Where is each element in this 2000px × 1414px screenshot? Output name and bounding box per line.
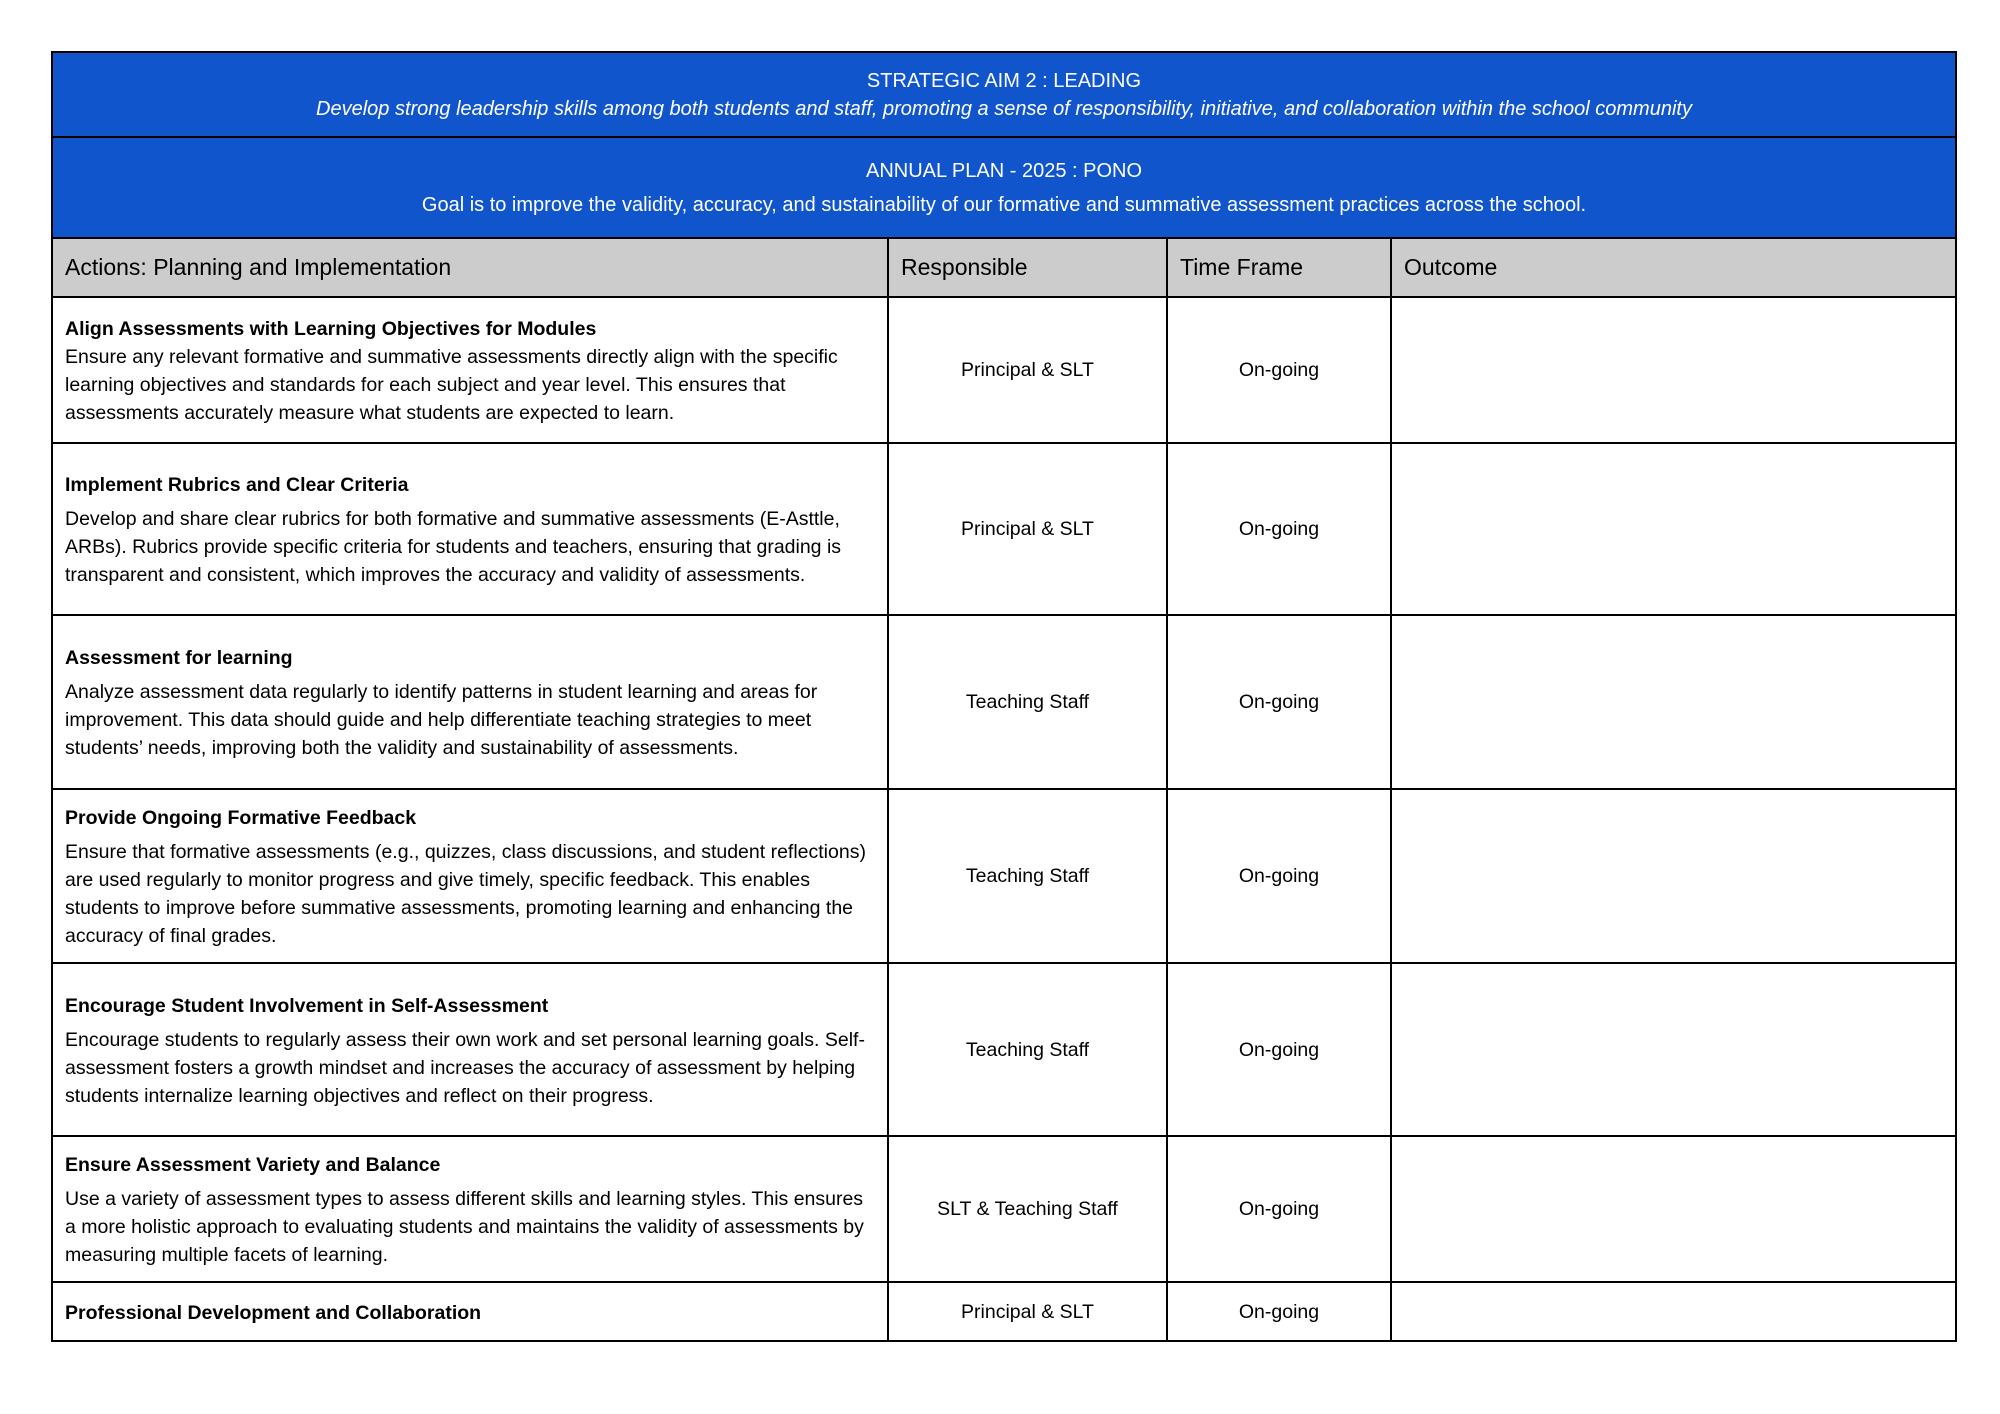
time-frame-cell: On-going	[1167, 443, 1391, 615]
action-cell	[52, 297, 888, 443]
action-title: Align Assessments with Learning Objectives for Modules	[65, 318, 597, 340]
table-row	[52, 1282, 1956, 1341]
time-frame-cell: On-going	[1167, 1282, 1391, 1341]
time-frame-cell: On-going	[1167, 963, 1391, 1136]
time-frame-cell: On-going	[1167, 615, 1391, 789]
responsible-cell: SLT & Teaching Staff	[888, 1136, 1167, 1282]
action-description: Ensure that formative assessments (e.g., quizzes, class discussions, and student reflections) are used regularly to monitor progress and give timely, specific feedback. This enables students to improve before summative assessments, promoting learning and enhancing the accuracy of final grades.	[65, 841, 866, 947]
annual-plan-goal: Goal is to improve the validity, accuracy, and sustainability of our formative and summative assessment practices across the school.	[421, 193, 1587, 216]
outcome-cell	[1391, 615, 1956, 789]
column-header-time-frame: Time Frame	[1167, 238, 1391, 297]
annual-plan-cell	[52, 137, 1956, 238]
responsible-cell: Teaching Staff	[888, 963, 1167, 1136]
annual-plan-banner	[52, 137, 1956, 238]
action-description: Use a variety of assessment types to assess different skills and learning styles. This ensures a more holistic approach to evaluating students and maintains the validity of assessments by measuring multiple facets of learning.	[65, 1188, 864, 1266]
action-title: Ensure Assessment Variety and Balance	[65, 1154, 441, 1176]
annual-plan-title: ANNUAL PLAN - 2025 : PONO	[865, 159, 1143, 182]
outcome-cell	[1391, 789, 1956, 963]
table-row	[52, 297, 1956, 443]
action-description: Analyze assessment data regularly to identify patterns in student learning and areas for improvement. This data should guide and help differentiate teaching strategies to meet students’ needs, improving both the validity and sustainability of assessments.	[65, 681, 818, 759]
action-cell	[52, 963, 888, 1136]
table-row	[52, 963, 1956, 1136]
table-row	[52, 789, 1956, 963]
strategic-aim-cell	[52, 52, 1956, 137]
table-row	[52, 1136, 1956, 1282]
action-title: Encourage Student Involvement in Self-Assessment	[65, 994, 549, 1017]
action-cell	[52, 1136, 888, 1282]
outcome-cell	[1391, 1282, 1956, 1341]
time-frame-cell: On-going	[1167, 789, 1391, 963]
column-header-responsible: Responsible	[888, 238, 1167, 297]
action-description: Develop and share clear rubrics for both formative and summative assessments (E-Asttle, ARBs). Rubrics provide specific criteria for students and teachers, ensuring that grading is transparent and consistent, which improves the accuracy and validity of assessments.	[65, 508, 842, 586]
action-title: Implement Rubrics and Clear Criteria	[65, 474, 409, 496]
action-cell	[52, 615, 888, 789]
action-title: Professional Development and Collaboration	[65, 1301, 482, 1324]
annual-plan-table	[51, 51, 1957, 1342]
action-cell	[52, 443, 888, 615]
responsible-cell: Principal & SLT	[888, 443, 1167, 615]
annual-plan-document	[51, 51, 1955, 1342]
outcome-cell	[1391, 297, 1956, 443]
action-title: Provide Ongoing Formative Feedback	[65, 807, 417, 829]
time-frame-cell: On-going	[1167, 1136, 1391, 1282]
responsible-cell: Principal & SLT	[888, 1282, 1167, 1341]
column-header-row	[52, 238, 1956, 297]
responsible-cell: Teaching Staff	[888, 789, 1167, 963]
action-description: Encourage students to regularly assess their own work and set personal learning goals. Self-assessment fosters a growth mindset and increases the accuracy of assessment by helping students internalize learning objectives and reflect on their progress.	[65, 1028, 865, 1107]
outcome-cell	[1391, 1136, 1956, 1282]
time-frame-cell: On-going	[1167, 297, 1391, 443]
column-header-outcome: Outcome	[1391, 238, 1956, 297]
outcome-cell	[1391, 963, 1956, 1136]
strategic-aim-subtitle: Develop strong leadership skills among both students and staff, promoting a sense of responsibility, initiative, and collaboration within the school community	[316, 97, 1692, 120]
table-row	[52, 615, 1956, 789]
outcome-cell	[1391, 443, 1956, 615]
action-cell	[52, 1282, 888, 1341]
table-row	[52, 443, 1956, 615]
strategic-aim-banner	[52, 52, 1956, 137]
responsible-cell: Teaching Staff	[888, 615, 1167, 789]
action-description: Ensure any relevant formative and summative assessments directly align with the specific learning objectives and standards for each subject and year level. This ensures that assessments accurately measure what students are expected to learn.	[65, 346, 838, 424]
strategic-aim-title: STRATEGIC AIM 2 : LEADING	[866, 69, 1142, 92]
responsible-cell: Principal & SLT	[888, 297, 1167, 443]
column-header-actions: Actions: Planning and Implementation	[52, 238, 888, 297]
action-cell	[52, 789, 888, 963]
action-title: Assessment for learning	[65, 647, 293, 669]
